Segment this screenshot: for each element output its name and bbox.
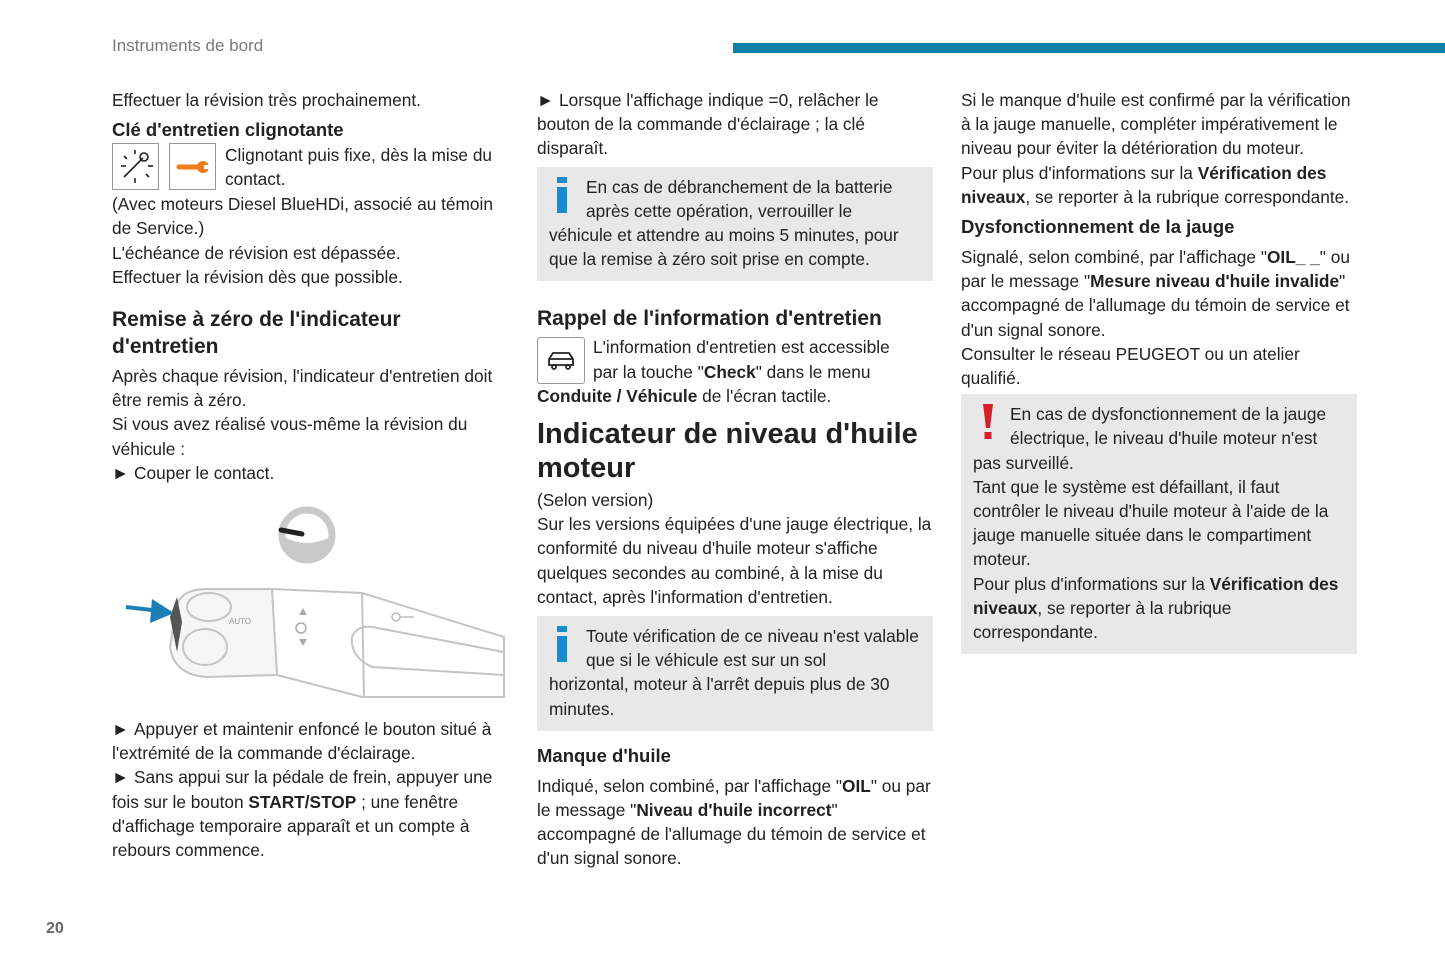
note-text: , se reporter à la rubrique correspondante. — [973, 597, 1232, 643]
header-accent-bar — [733, 43, 1445, 53]
text-run: , se reporter à la rubrique correspondante. — [1025, 186, 1350, 207]
warning-note — [961, 394, 1357, 654]
paragraph: Effectuer la révision dès que possible. — [112, 266, 403, 287]
bullet-item — [112, 765, 512, 862]
section-heading-manque: Manque d'huile — [537, 744, 671, 766]
bullet-arrow-icon: ► — [112, 767, 130, 788]
caption-line: Clignotant puis fixe, dès la mise du — [225, 145, 493, 166]
bullet-item — [112, 717, 512, 765]
note-text: horizontal, moteur à l'arrêt depuis plus de 30 minutes. — [549, 674, 890, 719]
bold-term: Mesure niveau d'huile invalide — [1090, 271, 1340, 292]
section-heading-dysfonctionnement: Dysfonctionnement de la jauge — [961, 216, 1235, 238]
rappel-block — [537, 335, 933, 408]
bullet-text: Appuyer et maintenir enfoncé le bouton situé à l'extrémité de la commande d'éclairage. — [112, 719, 492, 764]
paragraph: Sur les versions équipées d'une jauge électrique, la conformité du niveau d'huile moteur s'affiche quelques secondes au combiné, à la mise du contact, après l'information d'entretien. — [537, 514, 932, 607]
section-heading-cle: Clé d'entretien clignotante — [112, 119, 344, 141]
icon-caption — [225, 143, 492, 191]
section-heading-rappel: Rappel de l'information d'entretien — [537, 307, 882, 331]
rappel-text: L'information d'entretien est accessible — [593, 337, 890, 358]
bold-term: Check — [703, 361, 756, 382]
text-run: Pour plus d'informations sur la — [961, 162, 1198, 183]
icon-row — [112, 143, 512, 192]
paragraph: (Avec moteurs Diesel BlueHDi, associé au témoin de Service.) — [112, 194, 493, 239]
stalk-label-auto: AUTO — [229, 617, 252, 627]
column-2 — [537, 88, 933, 871]
text-run: Indiqué, selon combiné, par l'affichage " — [537, 775, 843, 796]
bullet-arrow-icon: ► — [537, 90, 555, 110]
paragraph — [537, 774, 933, 871]
rappel-text: de l'écran tactile. — [697, 385, 832, 406]
service-key-fixed-icon — [169, 143, 216, 190]
page-number: 20 — [46, 920, 64, 937]
note-text: Toute vérification de ce niveau n'est valable que si le véhicule est sur un sol — [586, 626, 919, 671]
bullet-text: Sans appui sur la pédale de frein, appuyer une fois sur le bouton — [112, 767, 493, 812]
text-run: " ou par le message " — [961, 247, 1350, 292]
bold-term: Vérification des niveaux — [973, 573, 1339, 618]
bullet-arrow-icon: ► — [112, 719, 130, 740]
info-icon — [555, 177, 571, 219]
text-run: " accompagné de l'allumage du témoin de service et d'un signal sonore. — [961, 271, 1350, 340]
caption-line: contact. — [225, 169, 286, 190]
bullet-text: ; une fenêtre d'affichage temporaire apparaît et un compte à rebours commence. — [112, 791, 470, 861]
bullet-text: Couper le contact. — [134, 462, 275, 483]
bold-term: Niveau d'huile incorrect — [636, 800, 832, 821]
running-header: Instruments de bord — [112, 36, 264, 55]
lighting-stalk-illustration — [112, 497, 512, 717]
warning-icon — [981, 404, 997, 446]
note-text: Pour plus d'informations sur la — [973, 573, 1210, 594]
note-text: Tant que le système est défaillant, il faut contrôler le niveau d'huile moteur à l'aide de la jauge manuelle située dans le compartiment moteur. — [973, 476, 1329, 570]
info-note — [537, 616, 933, 731]
paragraph: L'échéance de révision est dépassée. — [112, 242, 401, 263]
paragraph — [961, 161, 1357, 209]
paragraph: Effectuer la révision très prochainement. — [112, 90, 421, 110]
bullet-text: Lorsque l'affichage indique =0, relâcher le bouton de la commande d'éclairage ; la clé disparaît. — [537, 90, 879, 159]
note-text: En cas de débranchement de la batterie après cette opération, verrouiller le — [586, 176, 893, 221]
bold-term: START/STOP — [248, 791, 357, 812]
bullet-item — [537, 88, 933, 161]
steering-wheel-icon — [281, 510, 332, 560]
note-text: véhicule et attendre au moins 5 minutes, pour que la remise à zéro soit prise en compte. — [549, 225, 899, 270]
paragraph: Après chaque révision, l'indicateur d'entretien doit être remis à zéro. — [112, 366, 493, 411]
rappel-text: " dans le menu — [755, 361, 871, 382]
press-arrow-icon — [126, 599, 174, 623]
text-run: " ou par le message " — [537, 775, 931, 821]
paragraph: Si le manque d'huile est confirmé par la vérification à la jauge manuelle, compléter impérativement le niveau pour éviter la détérioration du moteur. — [961, 90, 1351, 159]
note-text: En cas de dysfonctionnement de la jauge électrique, le niveau d'huile moteur n'est — [1010, 404, 1327, 449]
bold-term: OIL_ _ — [1266, 247, 1320, 268]
bullet-arrow-icon: ► — [112, 462, 130, 483]
bold-term: Conduite / Véhicule — [537, 385, 698, 406]
section-heading-remise: Remise à zéro de l'indicateur d'entretien — [112, 308, 401, 359]
bold-term: Vérification des niveaux — [961, 162, 1327, 207]
paragraph — [961, 245, 1357, 342]
column-1 — [112, 88, 512, 862]
paragraph: Consulter le réseau PEUGEOT ou un atelier qualifié. — [961, 343, 1300, 389]
text-run: " accompagné de l'allumage du témoin de service et d'un signal sonore. — [537, 800, 926, 869]
info-icon — [555, 626, 571, 668]
info-note — [537, 167, 933, 282]
bold-term: OIL — [842, 775, 871, 796]
rappel-text: par la touche " — [593, 361, 704, 382]
bullet-item — [112, 461, 512, 485]
column-3 — [961, 88, 1357, 654]
service-key-flashing-icon — [112, 143, 159, 190]
paragraph: Si vous avez réalisé vous-même la révision du véhicule : — [112, 414, 468, 459]
note-text: pas surveillé. — [973, 452, 1074, 473]
section-heading-niveau: Indicateur de niveau d'huile moteur — [537, 418, 918, 485]
car-icon — [537, 337, 585, 384]
text-run: Signalé, selon combiné, par l'affichage " — [961, 247, 1267, 268]
paragraph: (Selon version) — [537, 490, 654, 511]
